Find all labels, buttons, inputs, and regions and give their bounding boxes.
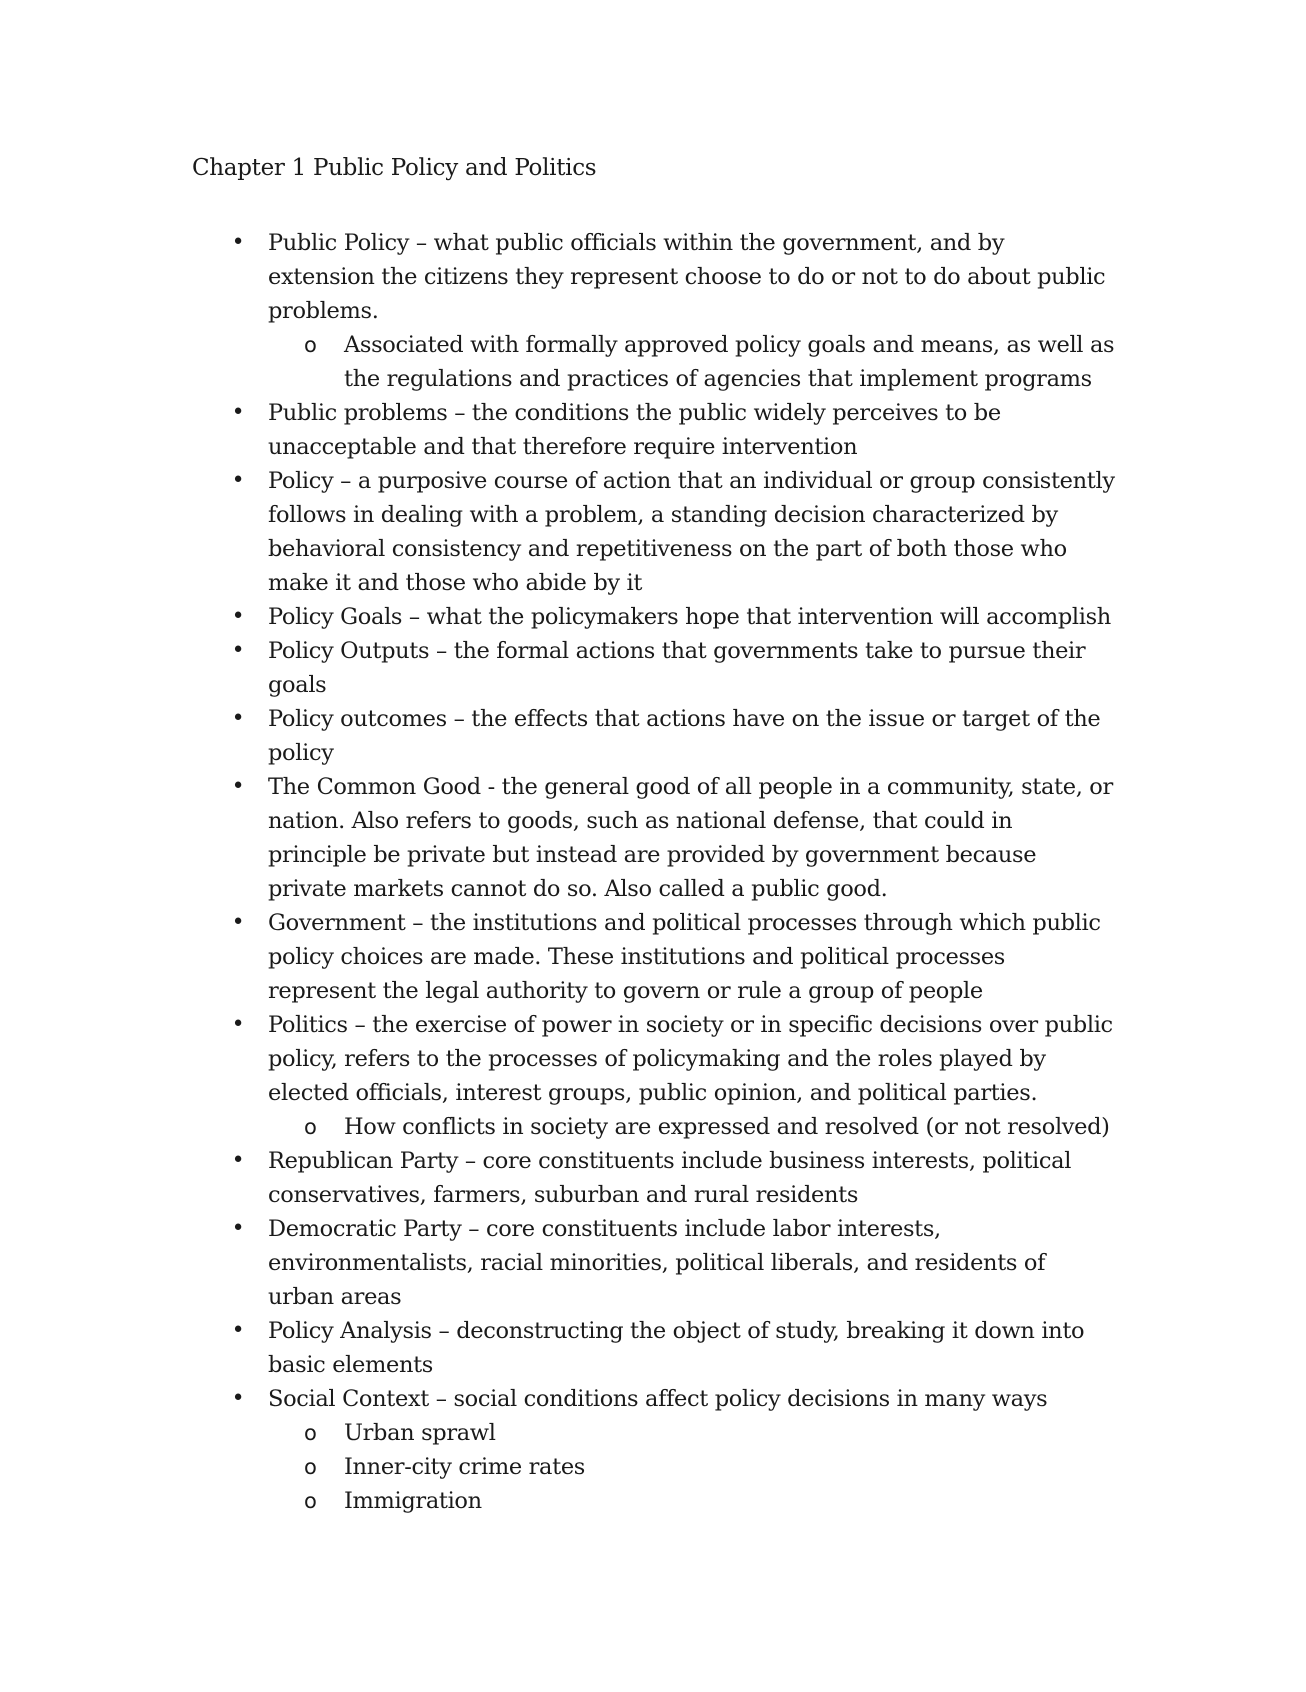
list-item-text: Policy Outputs – the formal actions that governments take to pursue their goals [268, 638, 1086, 698]
hollow-bullet-icon: o [304, 1455, 317, 1479]
bullet-icon: • [231, 706, 245, 731]
list-item-text: Policy – a purposive course of action that an individual or group consistently follows in dealing with a problem, a standing decision characterized by behavioral consistency and repetitiveness on the part of both those who make it and those who abide by it [268, 468, 1115, 596]
bullet-icon: • [231, 1216, 245, 1241]
list-item [0, 226, 1306, 396]
bullet-icon: • [231, 1148, 245, 1173]
bullet-icon: • [231, 1012, 245, 1037]
bullet-icon: • [231, 774, 245, 799]
sub-list [268, 328, 1116, 396]
sub-list [268, 1110, 1116, 1144]
sub-list-item-text: Immigration [344, 1488, 482, 1514]
list-item-text: Policy outcomes – the effects that actions have on the issue or target of the policy [268, 706, 1101, 766]
hollow-bullet-icon: o [304, 1421, 317, 1445]
list-item-text: Politics – the exercise of power in society or in specific decisions over public policy, refers to the processes of policymaking and the roles played by elected officials, interest groups, public opinion, and political parties. [268, 1012, 1113, 1106]
list-item [0, 634, 1306, 702]
sub-list [268, 1416, 1116, 1518]
sub-list-item [268, 328, 1116, 396]
list-item [0, 600, 1306, 634]
list-item-text: Government – the institutions and political processes through which public policy choices are made. These institutions and political processes represent the legal authority to govern or rule a group of people [268, 910, 1101, 1004]
list-item [0, 1314, 1306, 1382]
list-item [0, 906, 1306, 1008]
list-item [0, 464, 1306, 600]
bullet-icon: • [231, 638, 245, 663]
bullet-icon: • [231, 1386, 245, 1411]
list-item-text: Democratic Party – core constituents include labor interests, environmentalists, racial minorities, political liberals, and residents of urban areas [268, 1216, 1046, 1310]
list-item [0, 1008, 1306, 1144]
sub-list-item [268, 1110, 1116, 1144]
sub-list-item-text: Inner-city crime rates [344, 1454, 585, 1480]
list-item-text: The Common Good - the general good of all people in a community, state, or nation. Also refers to goods, such as national defense, that could in principle be private but instead are provided by government because private markets cannot do so. Also called a public good. [268, 774, 1113, 902]
list-item-text: Policy Goals – what the policymakers hope that intervention will accomplish [268, 604, 1111, 630]
bullet-icon: • [231, 230, 245, 255]
list-item [0, 1212, 1306, 1314]
list-item [0, 1144, 1306, 1212]
bullet-icon: • [231, 604, 245, 629]
hollow-bullet-icon: o [304, 1115, 317, 1139]
bullet-icon: • [231, 1318, 245, 1343]
list-item-text: Public Policy – what public officials within the government, and by extension the citizens they represent choose to do or not to do about public problems. [268, 230, 1106, 324]
sub-list-item-text: Urban sprawl [344, 1420, 496, 1446]
list-item-text: Republican Party – core constituents include business interests, political conservatives, farmers, suburban and rural residents [268, 1148, 1072, 1208]
list-item-text: Social Context – social conditions affect policy decisions in many ways [268, 1386, 1048, 1412]
sub-list-item-text: Associated with formally approved policy goals and means, as well as the regulations and practices of agencies that implement programs [344, 332, 1115, 392]
sub-list-item [268, 1484, 1116, 1518]
list-item [0, 1382, 1306, 1518]
sub-list-item [268, 1450, 1116, 1484]
bullet-icon: • [231, 910, 245, 935]
sub-list-item-text: How conflicts in society are expressed and resolved (or not resolved) [344, 1114, 1110, 1140]
list-item [0, 702, 1306, 770]
list-item-text: Public problems – the conditions the public widely perceives to be unacceptable and that therefore require intervention [268, 400, 1001, 460]
hollow-bullet-icon: o [304, 333, 317, 357]
list-item [0, 396, 1306, 464]
list-item [0, 770, 1306, 906]
bullet-icon: • [231, 400, 245, 425]
hollow-bullet-icon: o [304, 1489, 317, 1513]
page-title: Chapter 1 Public Policy and Politics [192, 155, 597, 181]
list-item-text: Policy Analysis – deconstructing the object of study, breaking it down into basic elements [268, 1318, 1085, 1378]
bullet-icon: • [231, 468, 245, 493]
bullet-list [0, 226, 1306, 1518]
sub-list-item [268, 1416, 1116, 1450]
